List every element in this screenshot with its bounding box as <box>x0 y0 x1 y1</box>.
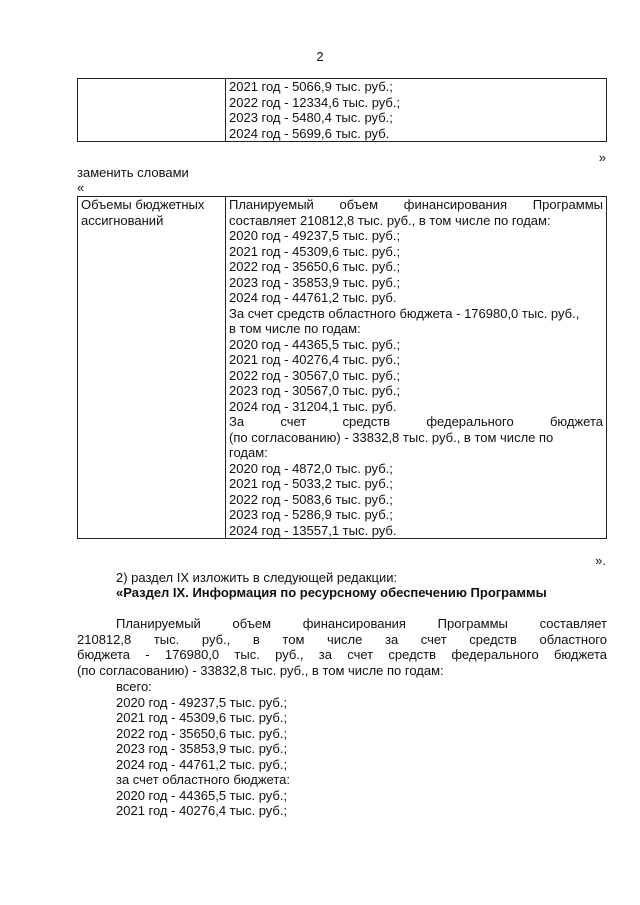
budget-line: За счет средств областного бюджета - 176980,0 тыс. руб., <box>229 305 580 321</box>
opening-quote: « <box>77 180 85 195</box>
budget-line: составляет 210812,8 тыс. руб., в том числе по годам: <box>229 212 551 228</box>
list-item: 2020 год - 49237,5 тыс. руб.; <box>116 694 288 710</box>
budget-line: 2021 год - 40276,4 тыс. руб.; <box>229 352 401 367</box>
funding-line: 2022 год - 12334,6 тыс. руб.; <box>229 94 401 110</box>
budget-line: 2023 год - 30567,0 тыс. руб.; <box>229 383 401 398</box>
empty-label-cell <box>78 79 226 142</box>
budget-label: Объемы бюджетных ассигнований <box>81 197 205 228</box>
funding-line: 2024 год - 5699,6 тыс. руб. <box>229 125 390 141</box>
paragraph-line: 210812,8 тыс. руб., в том числе за счет средств областного <box>77 631 607 647</box>
closing-quote: ». <box>595 553 606 568</box>
budget-line: 2022 год - 5083,6 тыс. руб.; <box>229 491 393 507</box>
budget-line: 2023 год - 35853,9 тыс. руб.; <box>229 274 401 290</box>
funding-table-continuation <box>77 78 607 142</box>
budget-line: 2023 год - 5286,9 тыс. руб.; <box>229 507 393 522</box>
budget-allocations-table <box>77 196 607 539</box>
list-item: 2020 год - 44365,5 тыс. руб.; <box>116 787 288 803</box>
list-item: 2024 год - 44761,2 тыс. руб.; <box>116 756 288 772</box>
paragraph-line: Планируемый объем финансирования Программы составляет <box>116 616 607 631</box>
budget-line: годам: <box>229 445 268 460</box>
list-item: 2021 год - 45309,6 тыс. руб.; <box>116 710 288 725</box>
funding-line: 2021 год - 5066,9 тыс. руб.; <box>229 79 393 94</box>
list-item: 2021 год - 40276,4 тыс. руб.; <box>116 803 288 818</box>
funding-values-cell <box>226 79 607 142</box>
closing-quote: » <box>598 150 606 165</box>
list-item: 2023 год - 35853,9 тыс. руб.; <box>116 741 288 756</box>
budget-line: 2022 год - 35650,6 тыс. руб.; <box>229 259 401 274</box>
budget-line: 2021 год - 45309,6 тыс. руб.; <box>229 243 401 259</box>
budget-line: Планируемый объем финансирования Программы <box>229 197 603 212</box>
list-item: за счет областного бюджета: <box>116 772 291 787</box>
budget-line: 2024 год - 31204,1 тыс. руб. <box>229 398 397 414</box>
paragraph-line: бюджета - 176980,0 тыс. руб., за счет средств федерального бюджета <box>77 647 607 662</box>
budget-line: 2021 год - 5033,2 тыс. руб.; <box>229 476 393 491</box>
budget-line: 2024 год - 44761,2 тыс. руб. <box>229 290 397 305</box>
budget-label-cell <box>78 197 226 539</box>
budget-line: (по согласованию) - 33832,8 тыс. руб., в том числе по <box>229 429 554 445</box>
list-item: всего: <box>116 679 152 694</box>
funding-year-list <box>116 679 290 819</box>
budget-values-cell <box>226 197 607 539</box>
budget-line: За счет средств федерального бюджета <box>229 414 603 429</box>
list-item: 2022 год - 35650,6 тыс. руб.; <box>116 725 288 741</box>
page-number: 2 <box>316 49 324 64</box>
budget-line: 2024 год - 13557,1 тыс. руб. <box>229 522 397 538</box>
budget-line: в том числе по годам: <box>229 321 361 336</box>
budget-line: 2020 год - 4872,0 тыс. руб.; <box>229 460 393 476</box>
funding-paragraph <box>77 616 607 678</box>
budget-line: 2022 год - 30567,0 тыс. руб.; <box>229 367 401 383</box>
replace-instruction: заменить словами <box>77 165 189 180</box>
budget-line: 2020 год - 44365,5 тыс. руб.; <box>229 336 401 352</box>
budget-line: 2020 год - 49237,5 тыс. руб.; <box>229 228 401 243</box>
paragraph-line: (по согласованию) - 33832,8 тыс. руб., в том числе по годам: <box>77 662 444 678</box>
section-heading: «Раздел IX. Информация по ресурсному обеспечению Программы <box>116 585 547 600</box>
funding-line: 2023 год - 5480,4 тыс. руб.; <box>229 110 393 125</box>
amendment-item: 2) раздел IX изложить в следующей редакции: <box>116 570 398 585</box>
